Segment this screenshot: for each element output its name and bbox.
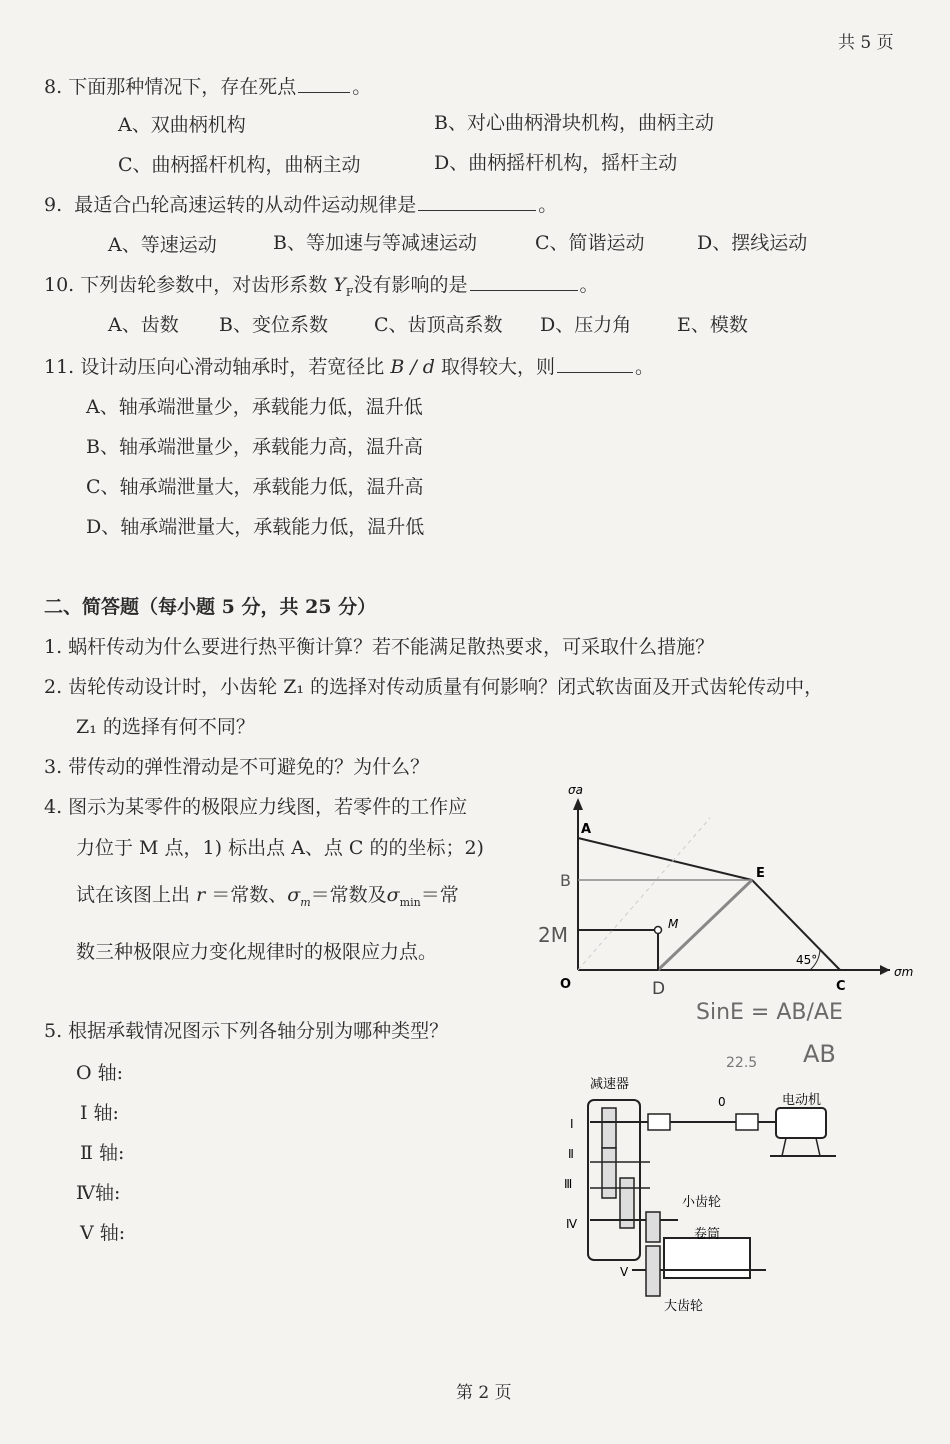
question-11: 11. 设计动压向心滑动轴承时，若宽径比 B / d 取得较大，则 。 — [44, 356, 655, 378]
label-e: E — [756, 866, 765, 881]
motor-body — [776, 1108, 826, 1138]
y-axis-label: σa — [568, 783, 583, 797]
q9-option-c: C、简谐运动 — [535, 232, 645, 254]
short-question-4: 4. 图示为某零件的极限应力线图，若零件的工作应 — [44, 796, 468, 818]
q8-option-a: A、双曲柄机构 — [118, 114, 246, 136]
handwritten-2m: 2M — [538, 923, 568, 947]
x-axis-arrow — [880, 965, 890, 975]
short-question-4-line4: 数三种极限应力变化规律时的极限应力点。 — [76, 941, 438, 963]
angle-label: 45° — [796, 953, 818, 967]
coupling-right — [736, 1114, 758, 1130]
short-question-2-cont: Z₁ 的选择有何不同？ — [76, 716, 255, 738]
shaft-5-label: Ⅴ 轴: — [80, 1222, 126, 1244]
drum — [664, 1238, 750, 1278]
small-gear-label: 小齿轮 — [682, 1195, 722, 1210]
motor-label: 电动机 — [782, 1093, 822, 1108]
gear-1 — [602, 1108, 616, 1148]
q8-option-b: B、对心曲柄滑块机构，曲柄主动 — [434, 112, 714, 134]
total-pages: 共 5 页 — [838, 33, 894, 53]
y-axis-arrow — [573, 798, 583, 810]
q8-option-c: C、曲柄摇杆机构，曲柄主动 — [118, 154, 361, 176]
shaft-2-label: Ⅱ 轴: — [80, 1142, 125, 1164]
label-b: B — [560, 871, 571, 890]
label-a: A — [581, 822, 592, 837]
gear-2 — [602, 1148, 616, 1198]
coupling-left — [648, 1114, 670, 1130]
drive-system-diagram — [560, 1070, 850, 1320]
label-c: C — [836, 979, 846, 994]
section-2-title: 二、简答题（每小题 5 分，共 25 分） — [44, 596, 377, 618]
q10-option-c: C、齿顶高系数 — [374, 314, 503, 336]
q10-option-e: E、模数 — [677, 314, 748, 336]
q9-option-b: B、等加速与等减速运动 — [273, 232, 477, 254]
drum-label: 卷筒 — [694, 1227, 721, 1242]
short-question-4-line3: 试在该图上出 r ＝常数、$\sigma_m=$常数及$\sigma_{min}=$常 — [76, 884, 459, 909]
q8-option-d: D、曲柄摇杆机构，摇杆主动 — [434, 152, 678, 174]
shaft-ii-label: Ⅱ — [568, 1147, 574, 1161]
q11-option-c: C、轴承端泄量大，承载能力低，温升高 — [86, 476, 424, 498]
shaft-0-label: 0 — [718, 1095, 726, 1109]
small-gear — [646, 1212, 660, 1242]
q9-option-a: A、等速运动 — [108, 234, 217, 256]
reducer-label: 减速器 — [590, 1077, 630, 1092]
question-10: 10. 下列齿轮参数中，对齿形系数 $Y_F$没有影响的是 。 — [44, 274, 599, 299]
line-ae — [578, 838, 752, 880]
label-m: M — [668, 917, 679, 931]
q10-option-b: B、变位系数 — [219, 314, 328, 336]
dashed-ray — [578, 818, 710, 970]
q11-option-d: D、轴承端泄量大，承载能力低，温升低 — [86, 516, 425, 538]
label-o: O — [560, 977, 572, 992]
page-number: 第 2 页 — [456, 1383, 512, 1403]
label-d: D — [652, 979, 666, 999]
short-question-2: 2. 齿轮传动设计时，小齿轮 Z₁ 的选择对传动质量有何影响？闭式软齿面及开式齿轮传动中， — [44, 676, 824, 698]
big-gear — [646, 1246, 660, 1296]
x-axis-label: σm — [894, 965, 914, 979]
shaft-1-label: Ⅰ 轴: — [80, 1102, 119, 1124]
shaft-o-label: O 轴: — [76, 1062, 124, 1084]
shaft-iv-label: Ⅳ — [566, 1217, 578, 1231]
q10-option-a: A、齿数 — [108, 314, 179, 336]
motor-leg-left — [782, 1138, 786, 1156]
q11-option-a: A、轴承端泄量少，承载能力低，温升低 — [86, 396, 423, 418]
motor-leg-right — [816, 1138, 820, 1156]
handwritten-number: 22.5 — [726, 1055, 758, 1071]
handwritten-formula: SinE = AB/AE — [696, 1000, 843, 1025]
shaft-iii-label: Ⅲ — [564, 1177, 573, 1191]
shaft-4-label: Ⅳ轴: — [76, 1182, 121, 1204]
short-question-3: 3. 带传动的弹性滑动是不可避免的？为什么？ — [44, 756, 430, 778]
handwritten-ab: AB — [803, 1040, 836, 1068]
point-m — [655, 927, 662, 934]
q9-option-d: D、摆线运动 — [697, 232, 808, 254]
short-question-5: 5. 根据承载情况图示下列各轴分别为哪种类型？ — [44, 1020, 449, 1042]
big-gear-label: 大齿轮 — [664, 1299, 704, 1314]
shaft-i-label: Ⅰ — [570, 1117, 574, 1131]
question-8: 8. 下面那种情况下，存在死点 。 — [44, 76, 372, 98]
short-question-4-line2: 力位于 M 点，1) 标出点 A、点 C 的的坐标；2) — [76, 837, 484, 859]
limit-stress-diagram — [530, 780, 930, 1080]
question-9: 9. 最适合凸轮高速运转的从动件运动规律是 。 — [44, 194, 558, 216]
q11-option-b: B、轴承端泄量少，承载能力高，温升高 — [86, 436, 423, 458]
q10-option-d: D、压力角 — [540, 314, 632, 336]
short-question-1: 1. 蜗杆传动为什么要进行热平衡计算？若不能满足散热要求，可采取什么措施？ — [44, 636, 715, 658]
shaft-v-label: Ⅴ — [620, 1265, 629, 1279]
